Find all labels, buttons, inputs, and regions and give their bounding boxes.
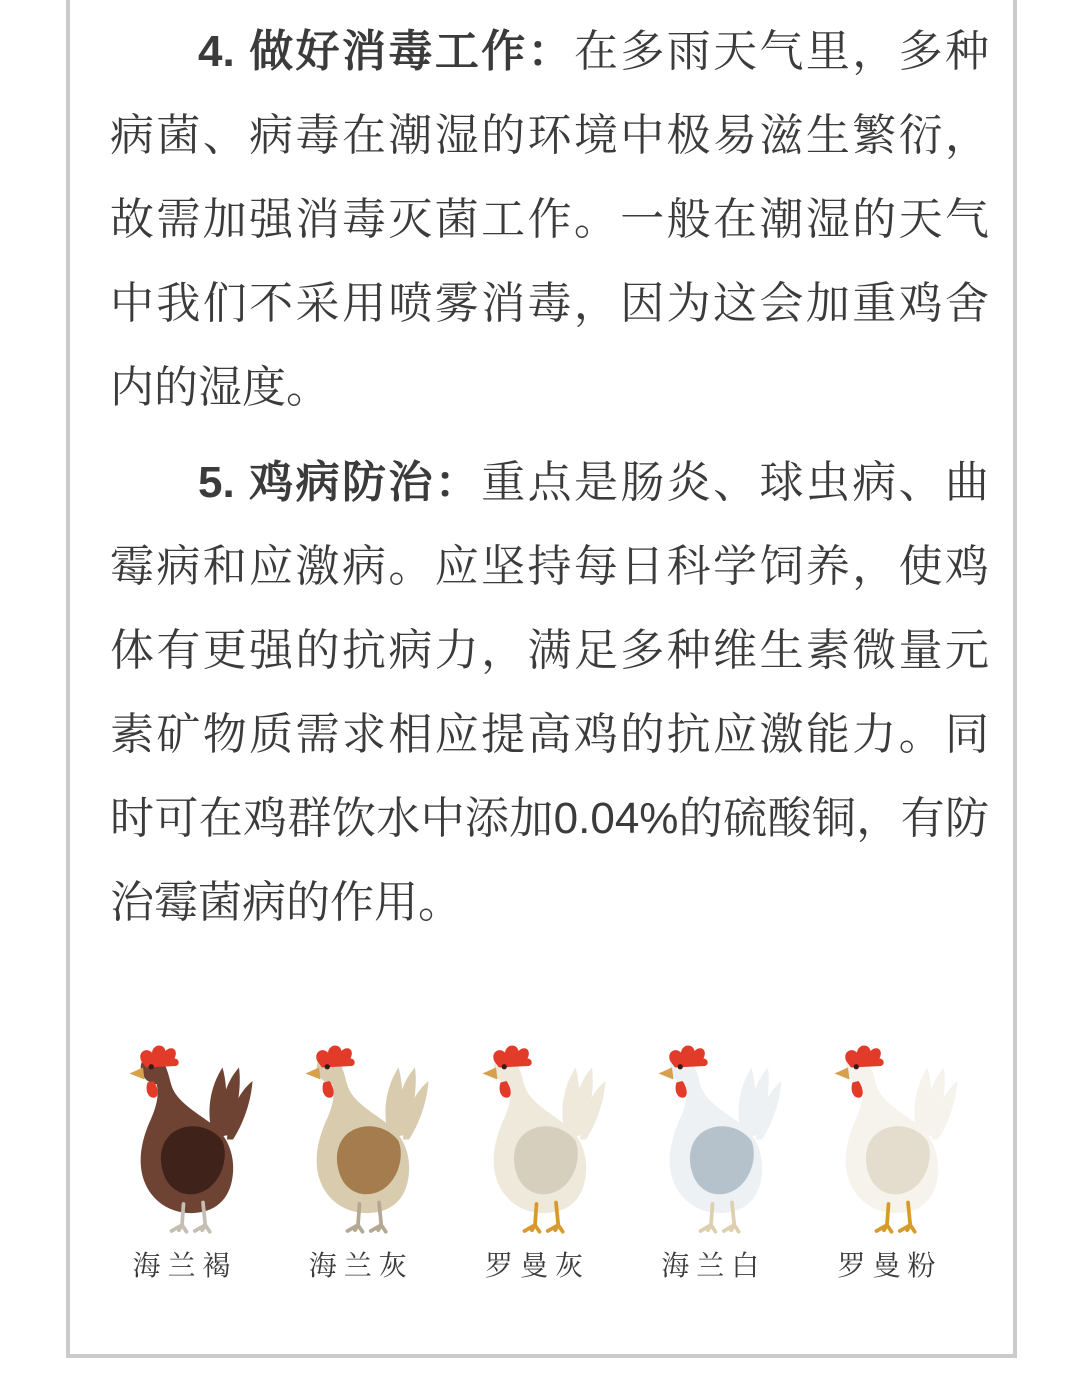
breed-item [459,1042,617,1283]
hen-comb [493,1046,531,1068]
breed-label: 海兰灰 [308,1250,414,1281]
hen-eye [677,1064,682,1069]
hen-eye [501,1064,506,1069]
hen-comb [317,1046,355,1068]
paragraph-body: 重点是肠炎、球虫病、曲霉病和应激病。应坚持每日科学饲养，使鸡体有更强的抗病力，满足多种维生素微量元素矿物质需求相应提高鸡的抗应激能力。同时可在鸡群饮水中添加0.04%的硫酸铜，有防治霉菌病的作用。 [110,458,990,927]
hen-comb [845,1046,883,1068]
paragraph-disinfection [110,10,989,430]
hen-comb [140,1046,178,1068]
hen-eye [149,1064,154,1069]
hen-beak [658,1068,673,1080]
breed-label: 海兰白 [661,1250,767,1281]
hen-beak [130,1068,145,1080]
breed-item [635,1042,793,1283]
hen-image [463,1042,613,1237]
hen-comb [669,1046,707,1068]
hen-beak [482,1068,497,1080]
breed-label: 海兰褐 [132,1250,238,1281]
paragraph-heading: 5. 鸡病防治： [198,458,482,507]
breed-label: 罗曼粉 [837,1250,943,1281]
paragraph-body: 在多雨天气里，多种病菌、病毒在潮湿的环境中极易滋生繁衍，故需加强消毒灭菌工作。一般在潮湿的天气中我们不采用喷雾消毒，因为这会加重鸡舍内的湿度。 [110,27,990,412]
article-card [66,0,1017,1358]
breed-gallery [70,1042,1013,1283]
breed-item [811,1042,969,1283]
breed-item [106,1042,264,1283]
hen-image [815,1042,965,1237]
article-text [70,0,1013,945]
hen-eye [854,1064,859,1069]
breed-item [282,1042,440,1283]
hen-eye [325,1064,330,1069]
hen-beak [306,1068,321,1080]
hen-beak [835,1068,850,1080]
paragraph-disease-control [110,441,989,945]
hen-image [639,1042,789,1237]
breed-label: 罗曼灰 [484,1250,590,1281]
hen-image [286,1042,436,1237]
paragraph-heading: 4. 做好消毒工作： [198,27,574,76]
hen-image [110,1042,260,1237]
